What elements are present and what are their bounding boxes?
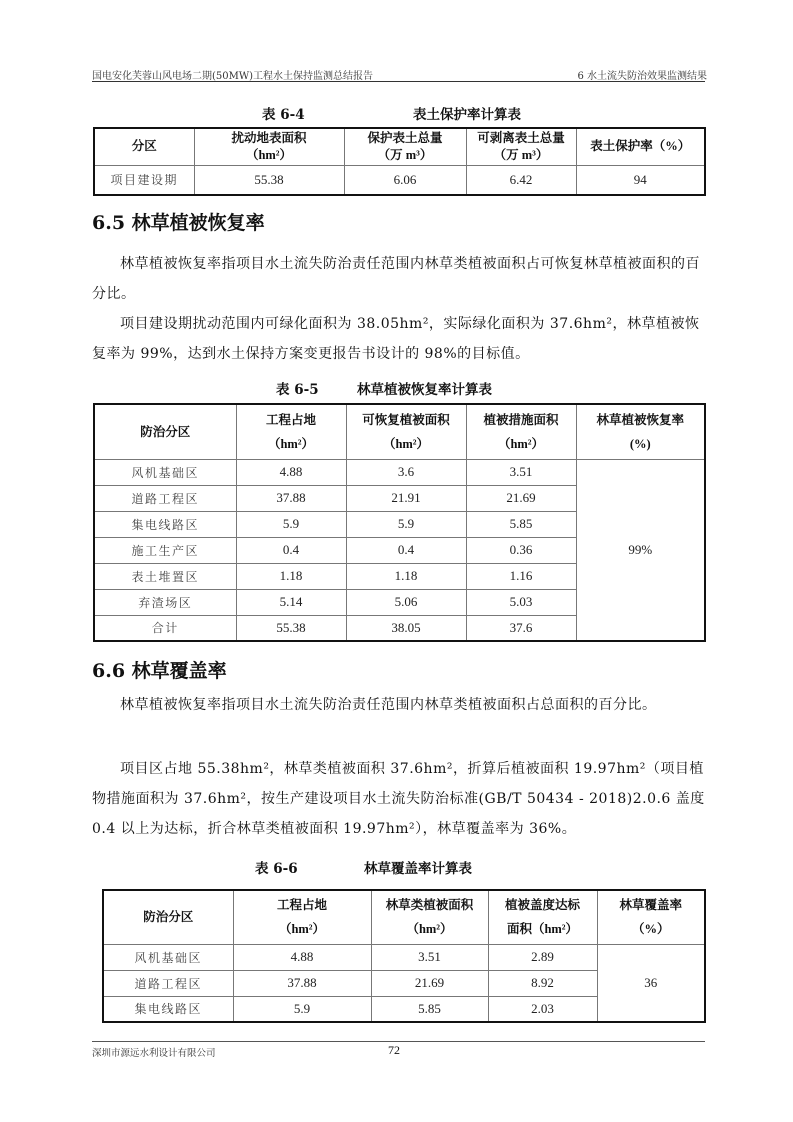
cell-zone: 道路工程区 [103,970,233,996]
cell-qualified: 2.03 [488,996,597,1022]
cell-measures: 21.69 [466,485,576,511]
cell-zone: 风机基础区 [94,459,236,485]
table-6-4-caption [0,103,793,123]
section-6-5-title: 6.5 林草植被恢复率 [92,212,265,234]
cell-qualified: 8.92 [488,970,597,996]
table-6-5-title: 林草植被恢复率计算表 [357,382,492,398]
table-header-row [103,890,705,944]
cell-measures: 37.6 [466,615,576,641]
header-recoverable-area: 可恢复植被面积 （hm²） [346,404,466,459]
cell-rate: 94 [576,165,705,195]
section-6-5-paragraph-2: 项目建设期扰动范围内可绿化面积为 38.05hm²，实际绿化面积为 37.6hm²，林草植被恢复率为 99%，达到水土保持方案变更报告书设计的 98%的目标值。 [92,316,700,362]
header-qualified-coverage-area: 植被盖度达标 面积（hm²） [488,890,597,944]
footer-rule [92,1041,705,1042]
cell-zone: 弃渣场区 [94,589,236,615]
cell-restoration-rate: 99% [576,459,705,641]
section-6-6-paragraph-2: 项目区占地 55.38hm²，林草类植被面积 37.6hm²，折算后植被面积 19.97hm²（项目植物措施面积为 37.6hm²，按生产建设项目水土流失防治标准(GB/T 50434 - 2018)2.0.6 盖度 0.4 以上为达标，折合林草类植被面积 19.97hm²），林草覆盖率为 36%。 [92,761,705,837]
header-restoration-rate: 林草植被恢复率 (%) [576,404,705,459]
table-6-5-number: 表 6-5 [276,382,319,398]
header-vegetation-area: 林草类植被面积 （hm²） [371,890,488,944]
cell-zone: 集电线路区 [103,996,233,1022]
cell-land: 4.88 [233,944,371,970]
cell-zone: 合计 [94,615,236,641]
table-6-6-number: 表 6-6 [255,861,298,877]
cell-protected-topsoil: 6.06 [344,165,466,195]
cell-measures: 5.03 [466,589,576,615]
table-6-6 [102,889,706,1023]
cell-land: 5.14 [236,589,346,615]
cell-land: 5.9 [233,996,371,1022]
cell-recoverable: 5.06 [346,589,466,615]
running-header-title: 国电安化芙蓉山风电场二期(50MW)工程水土保持监测总结报告 [92,71,374,82]
cell-zone: 集电线路区 [94,511,236,537]
header-strippable-topsoil: 可剥离表土总量 （万 m³） [466,128,576,165]
cell-recoverable: 21.91 [346,485,466,511]
header-zone: 防治分区 [94,404,236,459]
cell-measures: 5.85 [466,511,576,537]
cell-zone: 项目建设期 [94,165,194,195]
cell-recoverable: 1.18 [346,563,466,589]
cell-recoverable: 5.9 [346,511,466,537]
cell-vegetation: 5.85 [371,996,488,1022]
table-header-row [94,404,705,459]
cell-coverage-rate: 36 [597,944,705,1022]
header-disturbed-area: 扰动地表面积 （hm²） [194,128,344,165]
cell-recoverable: 3.6 [346,459,466,485]
cell-strippable-topsoil: 6.42 [466,165,576,195]
header-coverage-rate: 林草覆盖率 （%） [597,890,705,944]
table-6-4 [93,127,706,196]
page-number: 72 [388,1043,400,1057]
header-topsoil-protection-rate: 表土保护率（%） [576,128,705,165]
header-zone: 分区 [94,128,194,165]
header-measures-area: 植被措施面积 （hm²） [466,404,576,459]
cell-land: 37.88 [233,970,371,996]
header-land-occupation: 工程占地 （hm²） [236,404,346,459]
cell-measures: 0.36 [466,537,576,563]
cell-land: 0.4 [236,537,346,563]
table-row [103,944,705,970]
cell-measures: 3.51 [466,459,576,485]
table-6-6-caption [0,857,793,877]
section-6-5-paragraph-1: 林草植被恢复率指项目水土流失防治责任范围内林草类植被面积占可恢复林草植被面积的百分比。 [92,256,700,302]
cell-disturbed-area: 55.38 [194,165,344,195]
cell-zone: 风机基础区 [103,944,233,970]
table-6-4-title: 表土保护率计算表 [413,107,521,123]
table-row [94,459,705,485]
cell-measures: 1.16 [466,563,576,589]
table-header-row [94,128,705,165]
header-zone: 防治分区 [103,890,233,944]
cell-qualified: 2.89 [488,944,597,970]
cell-land: 5.9 [236,511,346,537]
cell-land: 55.38 [236,615,346,641]
header-protected-topsoil: 保护表土总量 （万 m³） [344,128,466,165]
section-6-6-title: 6.6 林草覆盖率 [92,660,227,682]
table-6-4-number: 表 6-4 [262,107,305,123]
cell-zone: 道路工程区 [94,485,236,511]
running-header-chapter: 6 水土流失防治效果监测结果 [577,71,707,82]
cell-recoverable: 0.4 [346,537,466,563]
table-row [94,165,705,195]
cell-land: 1.18 [236,563,346,589]
header-land-occupation: 工程占地 （hm²） [233,890,371,944]
table-6-5-caption [0,378,793,398]
cell-land: 4.88 [236,459,346,485]
cell-vegetation: 21.69 [371,970,488,996]
table-6-6-title: 林草覆盖率计算表 [364,861,472,877]
cell-recoverable: 38.05 [346,615,466,641]
cell-vegetation: 3.51 [371,944,488,970]
cell-land: 37.88 [236,485,346,511]
cell-zone: 表土堆置区 [94,563,236,589]
section-6-6-paragraph-1: 林草植被恢复率指项目水土流失防治责任范围内林草类植被面积占总面积的百分比。 [120,697,657,713]
header-rule [92,81,705,82]
cell-zone: 施工生产区 [94,537,236,563]
table-6-5 [93,403,706,642]
footer-company: 深圳市源远水利设计有限公司 [92,1048,216,1059]
